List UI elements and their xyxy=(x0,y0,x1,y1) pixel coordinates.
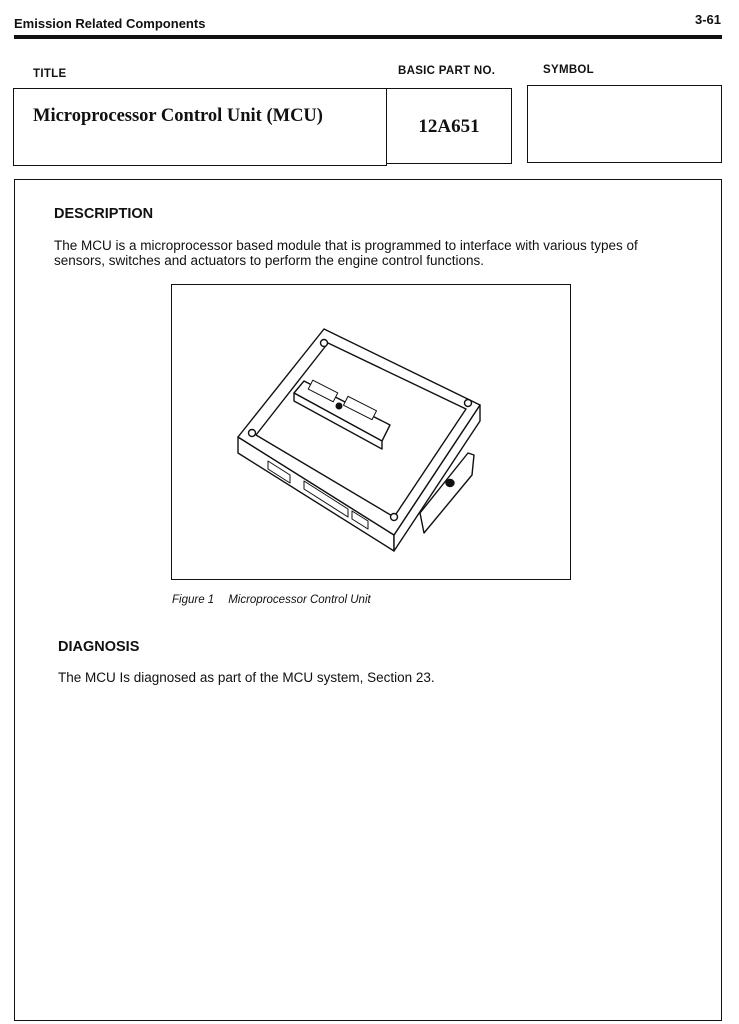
title-box xyxy=(13,88,387,166)
symbol-box xyxy=(527,85,722,163)
description-text: The MCU is a microprocessor based module that is programmed to interface with various types of sensors, switches and actuators to perform the engine control functions. xyxy=(54,238,638,268)
corner-screw xyxy=(249,430,256,437)
mcu-illustration xyxy=(172,285,570,579)
diagnosis-heading: DIAGNOSIS xyxy=(58,639,140,655)
description-heading: DESCRIPTION xyxy=(54,206,154,222)
figure-caption-text: Microprocessor Control Unit xyxy=(228,594,371,606)
page-number: 3-61 xyxy=(694,12,721,27)
basic-part-no-label: BASIC PART NO. xyxy=(398,65,496,77)
figure-caption xyxy=(172,594,371,606)
diagnosis-text: The MCU Is diagnosed as part of the MCU system, Section 23. xyxy=(58,670,435,685)
corner-screw xyxy=(391,514,398,521)
component-title: Microprocessor Control Unit (MCU) xyxy=(33,106,323,126)
header-rule xyxy=(14,35,722,39)
connector-center-bolt xyxy=(336,403,342,409)
symbol-label: SYMBOL xyxy=(543,64,594,76)
section-header: Emission Related Components xyxy=(14,16,206,31)
part-number: 12A651 xyxy=(418,116,480,137)
title-label: TITLE xyxy=(33,68,67,80)
bracket-hole xyxy=(446,480,454,487)
corner-screw xyxy=(465,400,472,407)
corner-screw xyxy=(321,340,328,347)
figure-number: Figure 1 xyxy=(172,594,215,606)
